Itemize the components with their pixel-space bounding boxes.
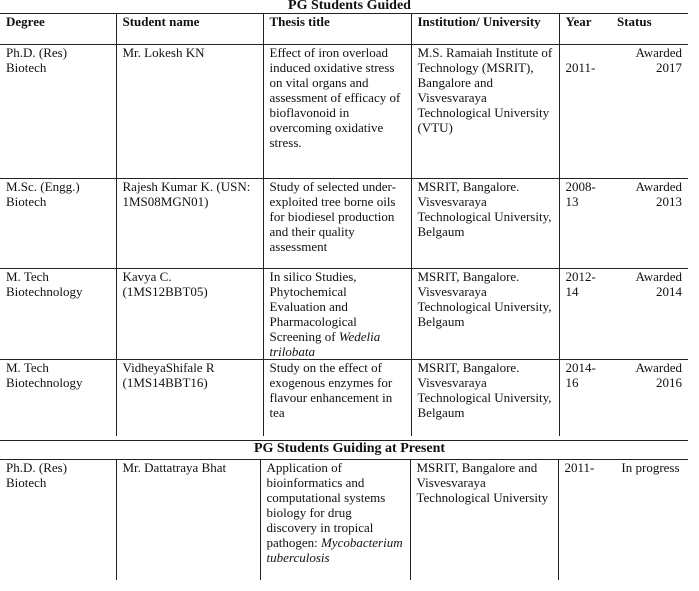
row-year: 2014-16 [565,360,596,390]
thesis-text: Application of bioinformatics and computational systems biology for drug discovery in tropical pathogen: [266,460,386,550]
row-degree: M. Tech Biotechnology [6,360,83,390]
guided-section-title: PG Students Guided [288,0,411,13]
table-row [0,360,688,436]
row-institution: M.S. Ramaiah Institute of Technology (MSRIT), Bangalore and Visvesvaraya Technological University (VTU) [411,45,559,179]
pg-students-guiding-table [0,459,688,580]
row-degree: M. Tech Biotechnology [0,269,116,360]
row-status: Awarded 2016 [635,360,682,390]
table-row [0,45,688,179]
row-status: Awarded 2013 [611,179,688,269]
row-status: Awarded 2017 [611,45,688,179]
row-status: Awarded 2014 [611,269,688,360]
row-student: Mr. Lokesh KN [116,45,263,179]
row-institution: MSRIT, Bangalore. Visvesvaraya Technological University, Belgaum [411,269,559,360]
row-student: Rajesh Kumar K. (USN: 1MS08MGN01) [116,179,263,269]
row-degree: M.Sc. (Engg.) Biotech [0,179,116,269]
row-student: Mr. Dattatraya Bhat [116,460,260,581]
row-year: 2011- [564,460,595,475]
row-thesis: Effect of iron overload induced oxidative stress on vital organs and assessment of efficacy of bioflavonoid in overcoming oxidative stress. [263,45,411,179]
row-degree: Ph.D. (Res) Biotech [0,45,116,179]
row-thesis: Study on the effect of exogenous enzymes for flavour enhancement in tea [263,360,411,436]
row-thesis [260,460,410,581]
row-student: Kavya C. (1MS12BBT05) [116,269,263,360]
row-year: 2012-14 [559,269,611,360]
table-row [0,179,688,269]
header-degree: Degree [0,14,116,45]
row-thesis [263,269,411,360]
guiding-section-title: PG Students Guiding at Present [253,441,446,456]
row-institution: MSRIT, Bangalore. Visvesvaraya Technological University, Belgaum [411,360,559,436]
row-year: 2011- [559,45,611,179]
thesis-text: In silico Studies, Phytochemical Evaluation and Pharmacological Screening of [269,269,357,344]
header-thesis-title: Thesis title [263,14,411,45]
row-status: In progress [621,460,680,475]
row-institution: MSRIT, Bangalore and Visvesvaraya Technological University [410,460,558,581]
header-student-name: Student name [116,14,263,45]
thesis-species: Mycobacterium tuberculosis [266,535,403,565]
table-row [0,269,688,360]
header-status: Status [611,14,688,45]
header-institution: Institution/ University [411,14,559,45]
row-year: 2008-13 [559,179,611,269]
thesis-species: Wedelia trilobata [269,329,381,359]
table-header-row [0,14,688,45]
row-thesis: Study of selected under- exploited tree borne oils for biodiesel production and their quality assessment [263,179,411,269]
header-year: Year [559,14,611,45]
table-row [0,460,688,581]
row-student: VidheyaShifale R (1MS14BBT16) [116,360,263,436]
pg-students-guided-table [0,13,688,436]
row-institution: MSRIT, Bangalore. Visvesvaraya Technological University, Belgaum [411,179,559,269]
row-degree: Ph.D. (Res) Biotech [6,460,68,490]
